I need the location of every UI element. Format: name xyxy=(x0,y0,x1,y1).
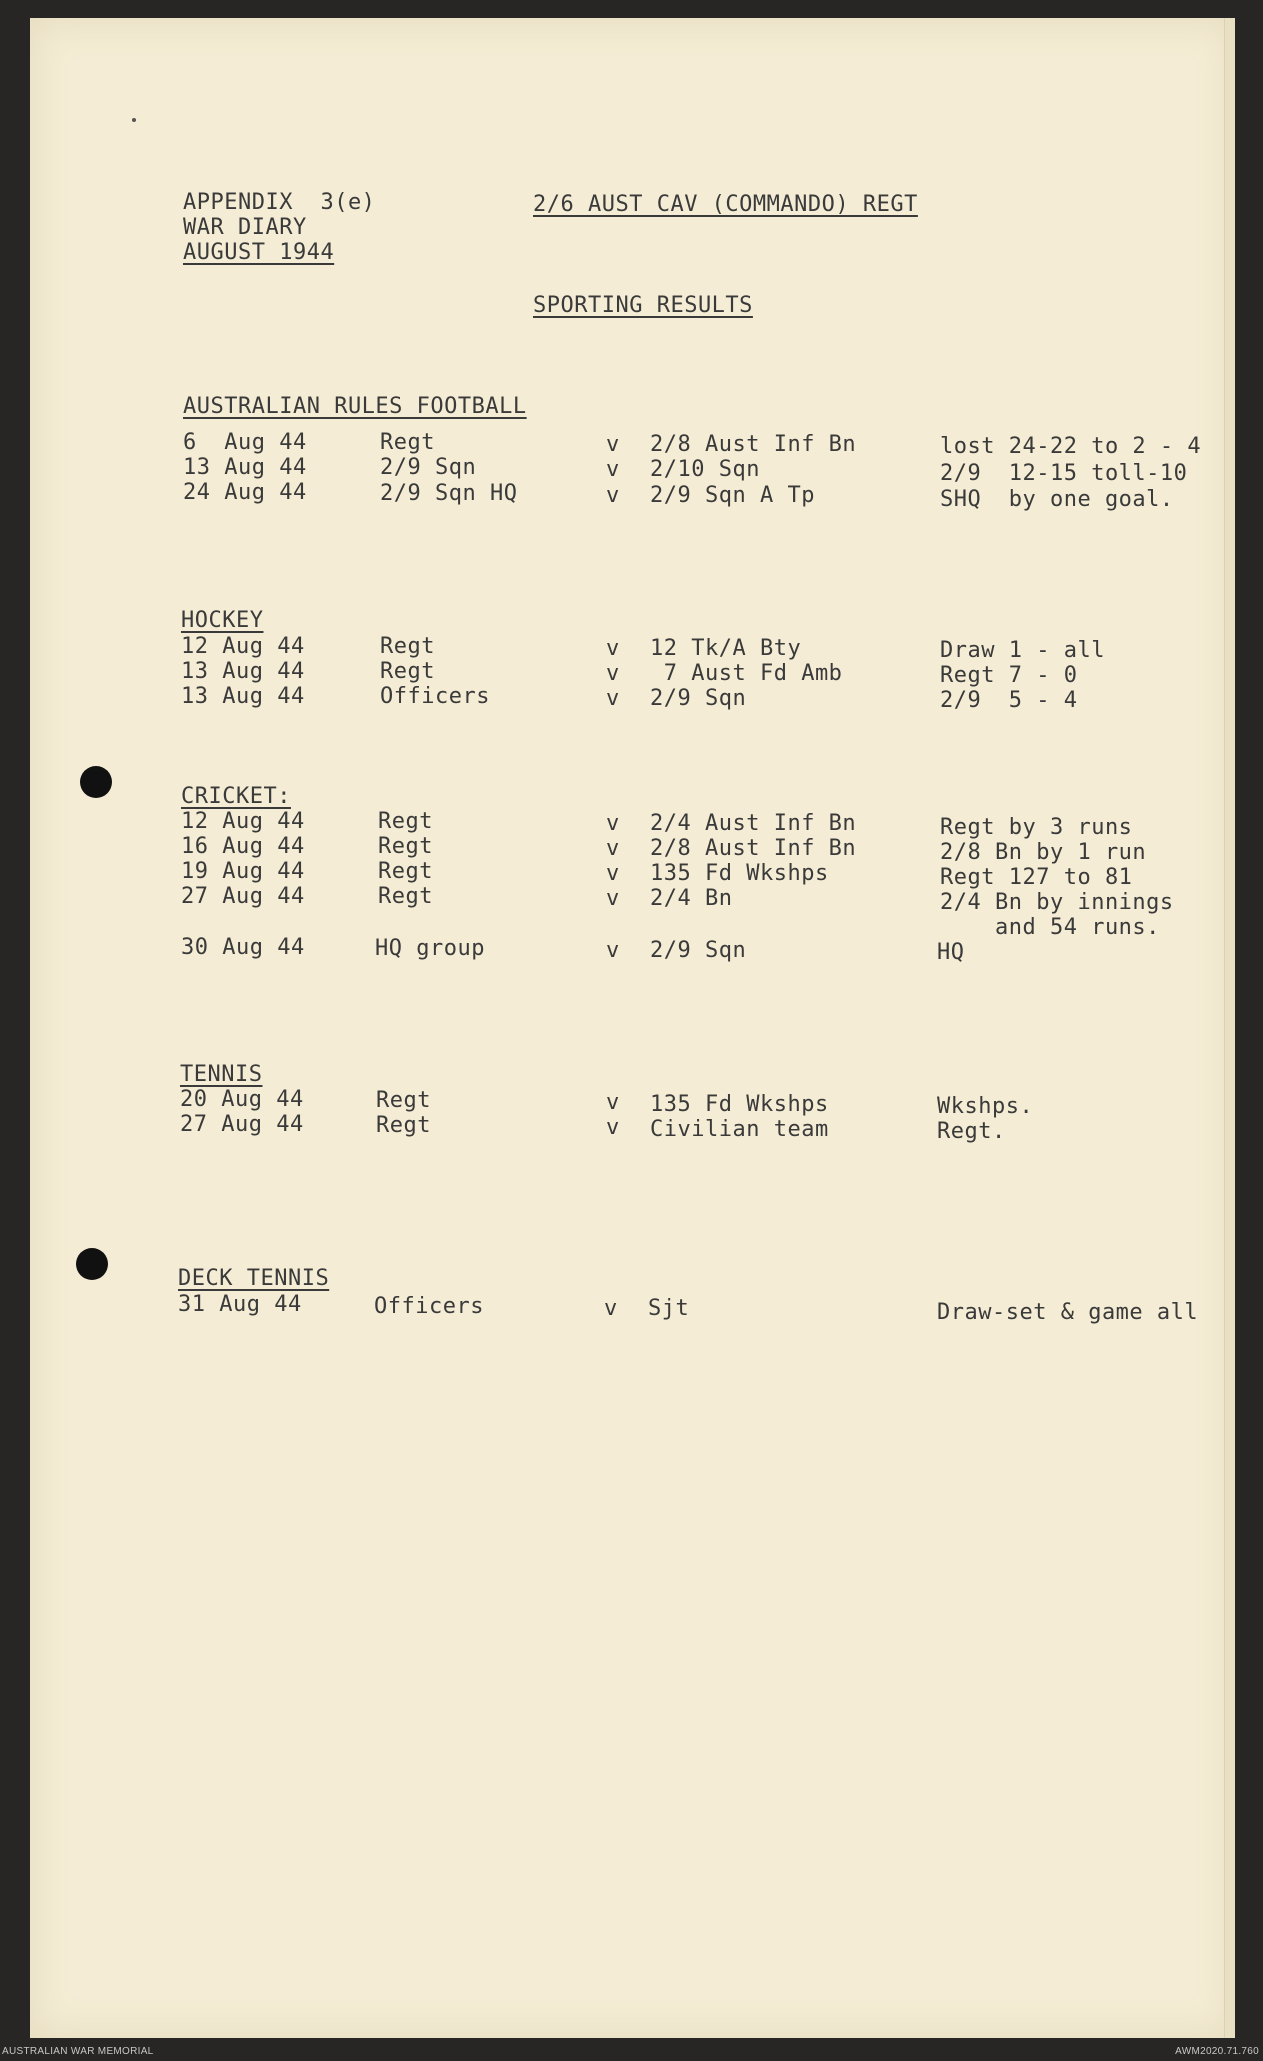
match-opponent: 7 Aust Fd Amb xyxy=(650,661,843,686)
match-date: 12 Aug 44 xyxy=(181,634,305,659)
match-team: Officers xyxy=(374,1294,484,1319)
versus-marker: v xyxy=(606,1090,620,1115)
match-team: 2/9 Sqn xyxy=(380,455,477,480)
section-heading-deck-tennis: DECK TENNIS xyxy=(178,1266,330,1291)
match-date: 20 Aug 44 xyxy=(180,1087,304,1112)
match-team: Officers xyxy=(380,684,490,709)
match-team: Regt xyxy=(380,659,435,684)
versus-marker: v xyxy=(606,938,620,963)
versus-marker: v xyxy=(606,836,620,861)
match-result: 2/4 Bn by innings xyxy=(940,890,1174,915)
diary-month: AUGUST 1944 xyxy=(183,240,335,265)
versus-marker: v xyxy=(606,886,620,911)
match-result: SHQ by one goal. xyxy=(940,487,1174,512)
versus-marker: v xyxy=(606,686,620,711)
match-date: 24 Aug 44 xyxy=(183,480,307,505)
match-date: 31 Aug 44 xyxy=(178,1292,302,1317)
versus-marker: v xyxy=(606,432,620,457)
punch-hole-top xyxy=(80,766,112,798)
match-opponent: Sjt xyxy=(648,1296,690,1321)
match-result: 2/8 Bn by 1 run xyxy=(940,840,1147,865)
page-fold-edge xyxy=(1224,18,1235,2038)
match-team: Regt xyxy=(376,1113,431,1138)
match-opponent: 2/4 Bn xyxy=(650,886,733,911)
punch-hole-bottom xyxy=(76,1248,108,1280)
match-team: 2/9 Sqn HQ xyxy=(380,481,518,506)
match-team: Regt xyxy=(378,884,433,909)
ink-speck xyxy=(132,118,136,122)
match-result: Regt. xyxy=(937,1119,1006,1144)
document-page xyxy=(30,18,1235,2038)
document-title: SPORTING RESULTS xyxy=(533,293,753,318)
match-result: Draw 1 - all xyxy=(940,638,1105,663)
match-result: Wkshps. xyxy=(937,1094,1034,1119)
match-result: Regt 127 to 81 xyxy=(940,865,1133,890)
match-result: and 54 runs. xyxy=(940,915,1160,940)
versus-marker: v xyxy=(606,457,620,482)
match-date: 13 Aug 44 xyxy=(181,659,305,684)
footer-accession-number: AWM2020.71.760 xyxy=(1175,2046,1259,2057)
section-heading-tennis: TENNIS xyxy=(180,1062,263,1087)
match-opponent: 135 Fd Wkshps xyxy=(650,861,829,886)
match-team: Regt xyxy=(378,834,433,859)
match-date: 12 Aug 44 xyxy=(181,809,305,834)
versus-marker: v xyxy=(606,483,620,508)
versus-marker: v xyxy=(606,661,620,686)
versus-marker: v xyxy=(606,811,620,836)
match-date: 27 Aug 44 xyxy=(180,1112,304,1137)
match-result: lost 24-22 to 2 - 4 xyxy=(940,434,1202,459)
match-date: 19 Aug 44 xyxy=(181,859,305,884)
match-result: Regt 7 - 0 xyxy=(940,663,1078,688)
match-opponent: 2/4 Aust Inf Bn xyxy=(650,811,857,836)
match-opponent: 2/9 Sqn A Tp xyxy=(650,483,815,508)
war-diary-label: WAR DIARY xyxy=(183,215,307,240)
match-opponent: 12 Tk/A Bty xyxy=(650,636,802,661)
match-team: Regt xyxy=(380,430,435,455)
section-heading-cricket: CRICKET: xyxy=(181,784,291,809)
match-team: Regt xyxy=(378,859,433,884)
match-opponent: 135 Fd Wkshps xyxy=(650,1092,829,1117)
unit-name: 2/6 AUST CAV (COMMANDO) REGT xyxy=(533,192,918,217)
versus-marker: v xyxy=(604,1296,618,1321)
match-date: 27 Aug 44 xyxy=(181,884,305,909)
versus-marker: v xyxy=(606,636,620,661)
match-result: HQ xyxy=(937,940,965,965)
match-date: 13 Aug 44 xyxy=(183,455,307,480)
match-opponent: 2/10 Sqn xyxy=(650,457,760,482)
versus-marker: v xyxy=(606,1115,620,1140)
match-date: 30 Aug 44 xyxy=(181,935,305,960)
match-date: 16 Aug 44 xyxy=(181,834,305,859)
match-result: 2/9 12-15 toll-10 xyxy=(940,461,1188,486)
versus-marker: v xyxy=(606,861,620,886)
footer-institution: AUSTRALIAN WAR MEMORIAL xyxy=(2,2046,154,2057)
match-opponent: Civilian team xyxy=(650,1117,829,1142)
match-result: Regt by 3 runs xyxy=(940,815,1133,840)
match-team: Regt xyxy=(378,809,433,834)
match-date: 6 Aug 44 xyxy=(183,430,307,455)
match-team: Regt xyxy=(376,1088,431,1113)
match-opponent: 2/8 Aust Inf Bn xyxy=(650,432,857,457)
appendix-label: APPENDIX 3(e) xyxy=(183,190,376,215)
match-result: 2/9 5 - 4 xyxy=(940,688,1078,713)
match-team: HQ group xyxy=(375,936,485,961)
match-opponent: 2/9 Sqn xyxy=(650,686,747,711)
section-heading-afl: AUSTRALIAN RULES FOOTBALL xyxy=(183,394,527,419)
match-date: 13 Aug 44 xyxy=(181,684,305,709)
match-team: Regt xyxy=(380,634,435,659)
match-result: Draw-set & game all xyxy=(937,1300,1199,1325)
match-opponent: 2/8 Aust Inf Bn xyxy=(650,836,857,861)
match-opponent: 2/9 Sqn xyxy=(650,938,747,963)
section-heading-hockey: HOCKEY xyxy=(181,608,264,633)
